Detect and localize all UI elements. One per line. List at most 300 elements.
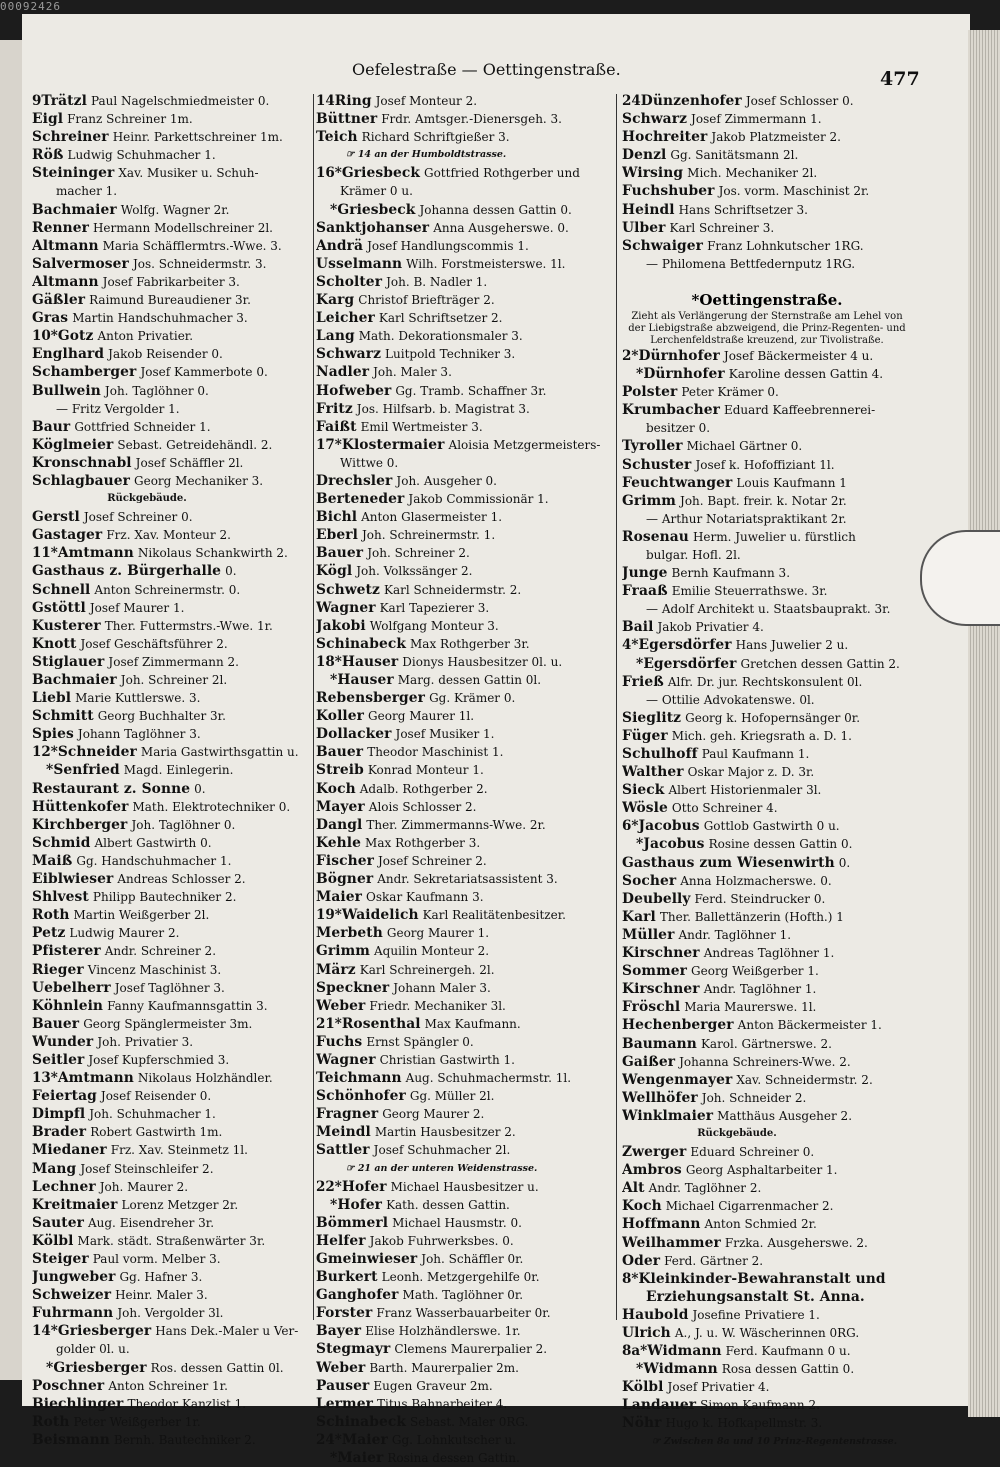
resident-name: Altmann [32, 273, 99, 290]
resident-details: Bernh Kaufmann 3. [671, 566, 791, 581]
resident-details: Math. Elektrotechniker 0. [132, 799, 291, 814]
directory-entry [622, 673, 912, 691]
resident-name: Sieck [622, 782, 665, 799]
directory-entry [316, 816, 612, 834]
directory-entry [316, 526, 612, 544]
resident-details: Oskar Major z. D. 3r. [687, 765, 815, 780]
resident-details: Frdr. Amtsger.-Dienersgeh. 3. [381, 112, 562, 127]
resident-details: Math. Taglöhner 0r. [402, 1288, 524, 1303]
directory-entry [32, 309, 312, 327]
directory-entry [32, 110, 312, 128]
directory-entry [622, 564, 912, 582]
resident-name: Büttner [316, 111, 378, 128]
resident-details: Gottfried Rothgerber und [424, 166, 580, 181]
resident-details: Karl Schneidermstr. 2. [383, 582, 522, 597]
resident-name: Fritz [316, 400, 353, 417]
resident-name: Egersdörfer [638, 637, 732, 654]
directory-entry [316, 707, 612, 725]
resident-details: Joh. Taglöhner 0. [131, 817, 236, 832]
resident-details: Ferd. Steindrucker 0. [694, 891, 826, 906]
directory-entry [316, 544, 612, 562]
resident-name: Kehle [316, 834, 362, 851]
directory-entry [32, 1087, 312, 1105]
resident-details: Emil Wertmeister 3. [360, 419, 483, 434]
directory-entry [316, 1214, 612, 1232]
resident-name: Kleinkinder-Bewahranstalt und [638, 1270, 886, 1287]
resident-name: Griesbeck [341, 165, 420, 182]
directory-entry [622, 92, 912, 110]
directory-entry [32, 255, 312, 273]
directory-entry [316, 1359, 612, 1377]
resident-name: Bauer [316, 545, 364, 562]
directory-entry [316, 472, 612, 490]
resident-details: — Ottilie Advokatenswe. 0l. [646, 692, 815, 707]
resident-details: Josef Taglöhner 3. [114, 980, 225, 995]
directory-entry [32, 1196, 312, 1214]
house-number: 21* [316, 1015, 342, 1032]
directory-entry [622, 1035, 912, 1053]
house-number: 24 [622, 93, 641, 109]
resident-details: Elise Holzhändlerswe. 1r. [365, 1324, 521, 1339]
directory-entry [316, 1250, 612, 1268]
street-heading: *Oettingenstraße. [691, 290, 843, 309]
resident-details: Richard Schriftgießer 3. [361, 130, 510, 145]
directory-entry [622, 456, 912, 474]
directory-entry [32, 345, 312, 363]
resident-details: Paul Kaufmann 1. [701, 747, 810, 761]
resident-name: Krumbacher [622, 402, 720, 419]
directory-entry [32, 1431, 312, 1449]
resident-details: Joh. Schneider 2. [701, 1090, 807, 1105]
directory-entry [622, 763, 912, 781]
directory-entry [32, 924, 312, 942]
directory-entry [32, 780, 312, 798]
directory-entry [32, 888, 312, 906]
resident-name: Wösle [622, 800, 668, 817]
directory-entry [32, 1123, 312, 1141]
resident-name: Eiblwieser [32, 871, 114, 888]
resident-details: Josef Bäckermeister 4 u. [723, 348, 874, 363]
directory-entry [32, 1214, 312, 1232]
resident-details: Andr. Taglöhner 2. [648, 1181, 762, 1196]
directory-entry [316, 725, 612, 743]
directory-entry [622, 854, 912, 872]
directory-entry [32, 581, 312, 599]
directory-entry [316, 1033, 612, 1051]
resident-details: Joh. Volkssänger 2. [356, 564, 473, 579]
resident-name: Schinabeck [316, 1413, 406, 1430]
resident-details: Joh. Taglöhner 0. [104, 383, 209, 398]
directory-entry [622, 926, 912, 944]
directory-entry [316, 798, 612, 816]
resident-name: Alt [622, 1180, 645, 1197]
resident-details: Josefine Privatiere 1. [692, 1307, 820, 1322]
resident-details: Peter Weißgerber 1r. [73, 1414, 201, 1429]
resident-details: Aug. Schuhmachermstr. 1l. [405, 1071, 572, 1086]
resident-details: Josef Schlosser 0. [745, 94, 854, 108]
resident-details: Hugo k. Hofkapellmstr. 3. [665, 1416, 823, 1431]
resident-details: Heinr. Parkettschreiner 1m. [112, 130, 283, 145]
resident-details: Kath. dessen Gattin. [386, 1197, 510, 1212]
directory-entry [622, 437, 912, 455]
resident-details: Math. Dekorationsmaler 3. [358, 329, 523, 344]
house-number: 19* [316, 907, 342, 924]
directory-entry [622, 944, 912, 962]
resident-details: Martin Hausbesitzer 2. [374, 1125, 516, 1140]
resident-name: Gasthaus z. Bürgerhalle [32, 563, 222, 580]
directory-entry [316, 309, 612, 327]
resident-details: Wittwe 0. [340, 455, 399, 470]
resident-name: Wagner [316, 599, 376, 616]
resident-name: Maier [341, 1431, 388, 1448]
page-header-title: Oefelestraße — Oettingenstraße. [352, 60, 621, 79]
resident-name: Fröschl [622, 999, 681, 1016]
resident-details: Karl Schriftsetzer 2. [378, 311, 503, 326]
resident-details: Joh. Vergolder 3l. [117, 1306, 224, 1321]
resident-name: Baur [32, 418, 71, 435]
resident-details: Anton Privatier. [97, 329, 194, 344]
directory-entry [316, 761, 612, 779]
resident-name: Fragner [316, 1106, 379, 1123]
resident-name: Bömmerl [316, 1214, 389, 1231]
directory-entry [622, 600, 912, 618]
resident-details: Theodor Kanzlist 1. [127, 1396, 247, 1411]
resident-details: Philipp Bautechniker 2. [92, 890, 237, 905]
house-number: 17* [316, 436, 342, 453]
resident-details: Georg Maurer 1l. [368, 709, 475, 724]
resident-details: Ther. Zimmermanns-Wwe. 2r. [366, 817, 546, 832]
resident-name: Karl [622, 908, 656, 925]
directory-entry [316, 1268, 612, 1286]
column-divider [313, 94, 314, 1320]
directory-entry [622, 219, 912, 237]
resident-details: Adalb. Rothgerber 2. [359, 781, 488, 796]
house-number: 16* [316, 165, 342, 182]
directory-entry [316, 436, 612, 454]
resident-details: Martin Weißgerber 2l. [73, 908, 210, 923]
subsection-heading: Rückgebäude. [697, 1127, 777, 1139]
directory-entry [622, 1342, 912, 1360]
resident-name: Kirschner [622, 945, 700, 962]
resident-details: Josef Schreiner 0. [83, 510, 193, 525]
directory-entry [316, 273, 612, 291]
directory-entry [316, 834, 612, 852]
resident-details: Barth. Maurerpalier 2m. [369, 1360, 519, 1375]
resident-name: Schneider [57, 744, 137, 761]
directory-entry [32, 508, 312, 526]
resident-name: Landauer [622, 1397, 697, 1414]
resident-details: Robert Gastwirth 1m. [90, 1125, 223, 1140]
page-number: 477 [880, 68, 920, 90]
resident-details: Eduard Schreiner 0. [690, 1145, 815, 1160]
resident-name: Jungweber [32, 1269, 116, 1286]
resident-details: Wolfgang Monteur 3. [369, 618, 499, 633]
resident-name: Schönhofer [316, 1088, 406, 1105]
resident-details: Joh. Schäffler 0r. [421, 1252, 524, 1266]
house-number: 8a* [622, 1343, 648, 1360]
resident-details: Gg. Lohnkutscher u. [391, 1432, 517, 1447]
directory-entry [622, 817, 912, 835]
directory-entry [32, 454, 312, 472]
resident-name: Wagner [316, 1051, 376, 1068]
directory-entry [316, 164, 612, 182]
resident-name: Sauter [32, 1214, 84, 1231]
resident-name: Faißt [316, 418, 357, 435]
resident-name: Schulhoff [622, 746, 698, 762]
resident-name: Meindl [316, 1124, 371, 1141]
resident-name: Feuchtwanger [622, 474, 733, 491]
resident-details: Sebast. Maler 0RG. [410, 1414, 529, 1429]
resident-name: Kreitmaier [32, 1196, 118, 1213]
resident-name: Usselmann [316, 255, 403, 272]
resident-details: Albert Gastwirth 0. [94, 835, 212, 850]
directory-entry [622, 164, 912, 182]
resident-name: Pauser [316, 1377, 370, 1394]
directory-entry [622, 401, 912, 419]
resident-name: Zwerger [622, 1144, 687, 1161]
resident-name: Mang [32, 1160, 77, 1177]
resident-name: Ambros [622, 1162, 682, 1179]
directory-entry [32, 1268, 312, 1286]
resident-name: Beismann [32, 1431, 110, 1448]
resident-details: Karl Schreinergeh. 2l. [359, 962, 495, 977]
resident-details: Ferd. Kaufmann 0 u. [725, 1344, 851, 1359]
resident-name: Fuchshuber [622, 183, 715, 200]
resident-name: Lang [316, 328, 355, 345]
resident-name: Scholter [316, 273, 383, 290]
directory-entry [32, 997, 312, 1015]
cross-reference-note: ☞ 21 an der unteren Weidenstrasse. [346, 1162, 538, 1174]
resident-details: Karl Schreiner 3. [669, 220, 775, 235]
resident-details: Gg. Handschuhmacher 1. [76, 853, 232, 868]
directory-entry [32, 327, 312, 345]
resident-name: Brader [32, 1124, 87, 1141]
resident-name: Mayer [316, 798, 365, 815]
resident-name: Gasthaus zum Wiesenwirth [622, 854, 835, 871]
resident-details: Sebast. Getreidehändl. 2. [117, 437, 273, 452]
house-number: 2* [622, 347, 639, 364]
directory-entry [622, 799, 912, 817]
directory-entry [622, 1324, 912, 1342]
directory-entry [622, 655, 912, 673]
directory-entry [316, 1123, 612, 1141]
resident-name: Schuster [622, 456, 692, 473]
resident-name: Sieglitz [622, 709, 682, 726]
resident-details: Luitpold Techniker 3. [385, 347, 516, 362]
resident-details: Peter Krämer 0. [681, 385, 779, 400]
directory-entry [32, 436, 312, 454]
directory-entry [32, 599, 312, 617]
directory-entry [316, 635, 612, 653]
resident-name: Bachmaier [32, 201, 117, 218]
resident-name: Fraaß [622, 583, 668, 600]
resident-name: Berteneder [316, 491, 405, 508]
resident-name: Speckner [316, 979, 390, 996]
resident-details: 0. [225, 564, 237, 579]
resident-details: Gg. Hafner 3. [119, 1270, 203, 1285]
resident-name: Bachmaier [32, 672, 117, 688]
resident-name: Shlvest [32, 889, 89, 906]
resident-details: Titus Bahnarbeiter 4. [377, 1396, 508, 1411]
directory-entry [32, 798, 312, 816]
directory-entry [32, 363, 312, 381]
resident-name: Poschner [32, 1377, 105, 1394]
resident-name: *Griesberger [46, 1359, 147, 1376]
resident-details: Emilie Steuerrathswe. 3r. [671, 584, 828, 599]
directory-entry [622, 636, 912, 654]
resident-details: Andr. Sekretariatsassistent 3. [377, 872, 558, 887]
house-number: 13* [32, 1070, 58, 1087]
resident-details: Jakob Fuhrwerksbes. 0. [369, 1233, 514, 1248]
directory-entry [316, 363, 612, 381]
resident-details: Jos. vorm. Maschinist 2r. [718, 184, 870, 199]
resident-details: Andr. Taglöhner 1. [678, 927, 792, 942]
directory-entry [622, 998, 912, 1016]
resident-name: Griesberger [57, 1323, 152, 1340]
resident-details: Josef Geschäftsführer 2. [80, 636, 228, 651]
resident-details: Johanna dessen Gattin 0. [419, 202, 572, 217]
resident-name: Andrä [316, 237, 364, 254]
directory-entry [622, 528, 912, 546]
resident-details: Josef Kammerbote 0. [140, 365, 268, 380]
resident-name: Kronschnabl [32, 454, 132, 471]
resident-name: Bauer [316, 744, 364, 761]
resident-name: Füger [622, 727, 668, 744]
resident-name: Schnell [32, 581, 91, 598]
house-number: 8* [622, 1270, 639, 1287]
directory-entry [32, 1033, 312, 1051]
directory-entry [622, 1161, 912, 1179]
resident-details: Josef Schuhmacher 2l. [373, 1143, 511, 1158]
resident-name: Ring [334, 93, 372, 109]
resident-name: Röß [32, 147, 64, 164]
resident-details: Anton Schreiner 1r. [108, 1378, 228, 1393]
resident-name: Dürnhofer [638, 347, 720, 364]
resident-details: Martin Handschuhmacher 3. [72, 311, 248, 326]
resident-details: Krämer 0 u. [340, 184, 413, 199]
column-left [32, 92, 312, 1449]
resident-name: Feiertag [32, 1088, 97, 1105]
resident-details: Herm. Juwelier u. fürstlich [692, 529, 856, 544]
resident-name: *Hofer [330, 1196, 383, 1213]
directory-entry [32, 906, 312, 924]
directory-entry [316, 743, 612, 761]
resident-name: Schinabeck [316, 635, 406, 652]
directory-entry [316, 1196, 612, 1214]
directory-entry [316, 1413, 612, 1431]
resident-name: *Widmann [636, 1361, 718, 1378]
directory-entry [32, 942, 312, 960]
resident-details: Xav. Musiker u. Schuh- [118, 166, 259, 181]
resident-name: *Griesbeck [330, 201, 416, 218]
directory-entry [32, 1377, 312, 1395]
resident-details: Joh. Maurer 2. [99, 1179, 189, 1194]
thumb-index-tab[interactable] [920, 530, 1000, 626]
resident-details: Joh. Ausgeher 0. [396, 473, 497, 488]
resident-name: Tyroller [622, 438, 683, 455]
directory-entry [32, 1105, 312, 1123]
directory-entry [316, 1105, 612, 1123]
resident-name: Gäßler [32, 292, 86, 309]
resident-name: Fuhrmann [32, 1305, 114, 1322]
directory-entry [32, 273, 312, 291]
resident-details: Joh. B. Nadler 1. [386, 274, 488, 289]
directory-entry [622, 835, 912, 853]
directory-entry [32, 1322, 312, 1340]
directory-entry [316, 780, 612, 798]
column-middle [316, 92, 612, 1467]
resident-name: Walther [622, 764, 684, 781]
resident-name: Schwaiger [622, 237, 704, 254]
resident-name: Gmeinwieser [316, 1251, 418, 1267]
directory-entry [316, 870, 612, 888]
resident-details: — Fritz Vergolder 1. [56, 401, 180, 416]
directory-entry [622, 618, 912, 636]
directory-entry [622, 1107, 912, 1125]
resident-name: Polster [622, 384, 678, 401]
resident-name: Jacobus [638, 818, 700, 835]
previous-page-edge [0, 40, 22, 1380]
resident-details: Anna Holzmacherswe. 0. [680, 873, 832, 888]
resident-name: Leicher [316, 310, 375, 327]
resident-details: Joh. Privatier 3. [97, 1034, 194, 1049]
directory-entry [316, 201, 612, 219]
resident-details: Gg. Müller 2l. [409, 1089, 495, 1104]
resident-name: Schlagbauer [32, 472, 130, 489]
directory-entry [316, 128, 612, 146]
directory-entry [316, 92, 612, 110]
resident-details: Josef Fabrikarbeiter 3. [102, 274, 240, 289]
resident-details: Albert Historienmaler 3l. [668, 783, 822, 798]
resident-name: Frieß [622, 673, 664, 690]
resident-details: Anna Ausgeherswe. 0. [433, 220, 569, 235]
directory-entry [622, 908, 912, 926]
resident-name: Hoffmann [622, 1216, 701, 1233]
resident-details: Lorenz Metzger 2r. [121, 1197, 239, 1212]
resident-details: Georg Buchhalter 3r. [97, 709, 226, 724]
resident-details: Frzka. Ausgeherswe. 2. [724, 1235, 868, 1250]
resident-name: Kirchberger [32, 816, 128, 833]
directory-entry [316, 924, 612, 942]
resident-name: Drechsler [316, 472, 393, 489]
resident-name: Dimpfl [32, 1106, 86, 1123]
resident-name: Merbeth [316, 925, 383, 942]
directory-entry [32, 852, 312, 870]
directory-entry [622, 1053, 912, 1071]
directory-entry [316, 1322, 612, 1340]
resident-details: Georg Mechaniker 3. [134, 473, 264, 488]
directory-entry [622, 709, 912, 727]
resident-details: Alfr. Dr. jur. Rechtskonsulent 0l. [667, 674, 863, 689]
resident-details: Dionys Hausbesitzer 0l. u. [402, 654, 563, 669]
directory-entry [316, 617, 612, 635]
directory-entry [32, 1232, 312, 1250]
resident-name: Uebelherr [32, 979, 111, 996]
directory-entry [622, 1143, 912, 1161]
resident-details: Mark. städt. Straßenwärter 3r. [77, 1233, 266, 1248]
resident-details: Ernst Spängler 0. [366, 1034, 474, 1049]
directory-entry [316, 653, 612, 671]
book-page-edges [968, 30, 1000, 1417]
resident-details: Friedr. Mechaniker 3l. [369, 998, 506, 1013]
directory-entry [316, 689, 612, 707]
archive-stamp: 00092426 [0, 0, 61, 13]
directory-entry [32, 1160, 312, 1178]
directory-entry [32, 743, 312, 761]
directory-entry [622, 1016, 912, 1034]
resident-name: Rosenau [622, 528, 689, 545]
resident-name: Biechlinger [32, 1395, 124, 1412]
